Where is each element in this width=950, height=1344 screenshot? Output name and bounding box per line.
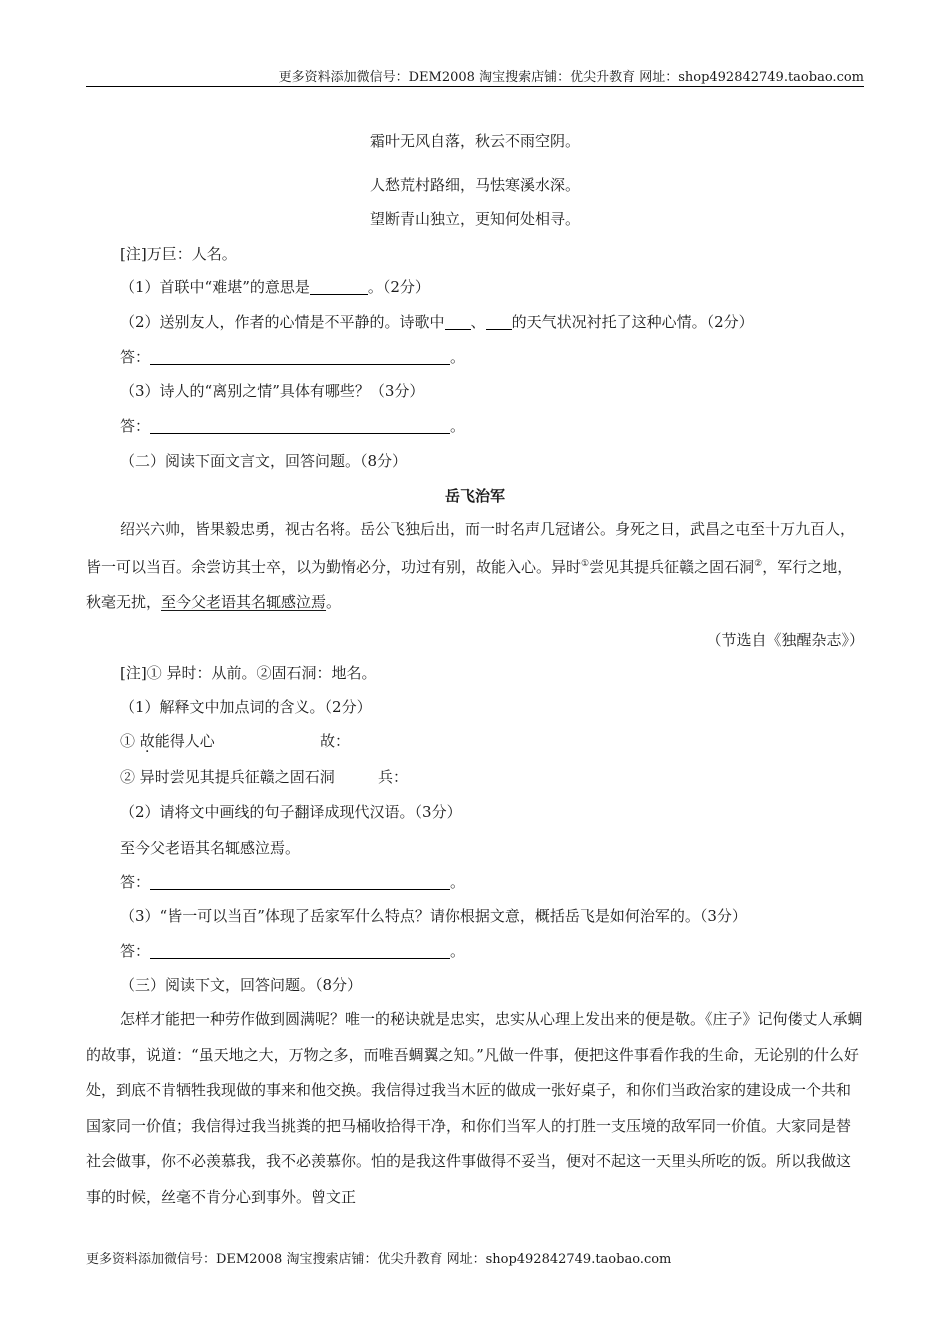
modern-passage: 怎样才能把一种劳作做到圆满呢？唯一的秘诀就是忠实，忠实从心理上发出来的便是敬。《庄子》记佝偻丈人承蜩的故事，说道：“虽天地之大，万物之多，而唯吾蜩翼之知。”凡做一件事，便把这件事看作我的生命，无论别的什么好处，到底不肯牺牲我现做的事来和他交换。我信得过我当木匠的做成一张好桌子，和你们当政治家的建设成一个共和国家同一价值；我信得过我当挑粪的把马桶收拾得干净，和你们当军人的打胜一支压境的敌军同一价值。大家同是替社会做事，你不必羡慕我，我不必羡慕你。怕的是我这件事做得不妥当，便对不起这一天里头所吃的饭。所以我做这事的时候，丝毫不肯分心到事外。曾文正 <box>86 1010 863 1206</box>
poem-line-1: 霜叶无风自落，秋云不雨空阴。 <box>369 132 580 150</box>
question-1-2: （2）送别友人，作者的心情是不平静的。诗歌中 、 的天气状况衬托了这种心情。（2分） <box>120 313 754 331</box>
header-text: 更多资料添加微信号：DEM2008 淘宝搜索店铺：优尖升教育 网址：shop492842749.taobao.com <box>278 70 864 85</box>
answer-blank[interactable] <box>310 279 368 295</box>
poem-line-3: 望断青山独立，更知何处相寻。 <box>369 210 580 228</box>
passage-title: 岳飞治军 <box>444 487 505 505</box>
dotted-word: 故 <box>139 732 155 750</box>
answer-blank[interactable] <box>150 874 450 890</box>
underlined-sentence: 至今父老语其名辄感泣焉 <box>161 593 327 611</box>
question-2-1: （1）解释文中加点词的含义。（2分） <box>120 698 372 716</box>
answer-line: 答： 。 <box>120 942 466 960</box>
answer-line: 答： 。 <box>120 348 466 366</box>
question-2-1b: ② 异时尝见其提兵征赣之固石洞 <box>120 768 335 786</box>
answer-line: 答： 。 <box>120 417 466 435</box>
answer-blank[interactable] <box>445 314 471 330</box>
question-2-2: （2）请将文中画线的句子翻译成现代汉语。（3分） <box>120 803 462 821</box>
poem-note: [注]万巨：人名。 <box>120 245 237 263</box>
question-2-1a: ① 故能得人心 <box>120 732 215 750</box>
question-1-3: （3）诗人的“离别之情”具体有哪些？（3分） <box>120 382 425 400</box>
section-2-heading: （二）阅读下面文言文，回答问题。（8分） <box>120 452 408 470</box>
poem-line-2: 人愁荒村路细，马怯寒溪水深。 <box>369 176 580 194</box>
answer-blank[interactable] <box>150 349 450 365</box>
answer-blank[interactable] <box>150 943 450 959</box>
answer-line: 答： 。 <box>120 873 466 891</box>
page-footer: 更多资料添加微信号：DEM2008 淘宝搜索店铺：优尖升教育 网址：shop492842749.taobao.com <box>86 1252 672 1267</box>
question-2-3: （3）“皆一可以当百”体现了岳家军什么特点？请你根据文意，概括岳飞是如何治军的。（3分） <box>120 907 747 925</box>
question-2-1a-label: 故： <box>320 732 351 750</box>
question-2-1b-label: 兵： <box>378 768 409 786</box>
question-2-2-sentence: 至今父老语其名辄感泣焉。 <box>120 839 301 857</box>
answer-blank[interactable] <box>486 314 512 330</box>
passage-source: （节选自《独醒杂志》） <box>706 631 864 649</box>
passage-note: [注]① 异时：从前。②固石洞：地名。 <box>120 664 377 682</box>
page-header <box>86 66 864 87</box>
question-1-1: （1）首联中“难堪”的意思是 。（2分） <box>120 278 430 296</box>
classical-passage: 绍兴六帅，皆果毅忠勇，视古名将。岳公飞独后出，而一时名声几冠诸公。身死之日，武昌之屯至十万九百人，皆一可以当百。余尝访其士卒，以为勤惰必分，功过有别，故能入心。异时①尝见其提兵征赣之固石洞②，军行之地，秋毫无扰，至今父老语其名辄感泣焉。 <box>86 520 856 611</box>
answer-blank[interactable] <box>150 418 450 434</box>
section-3-heading: （三）阅读下文，回答问题。（8分） <box>120 976 363 994</box>
